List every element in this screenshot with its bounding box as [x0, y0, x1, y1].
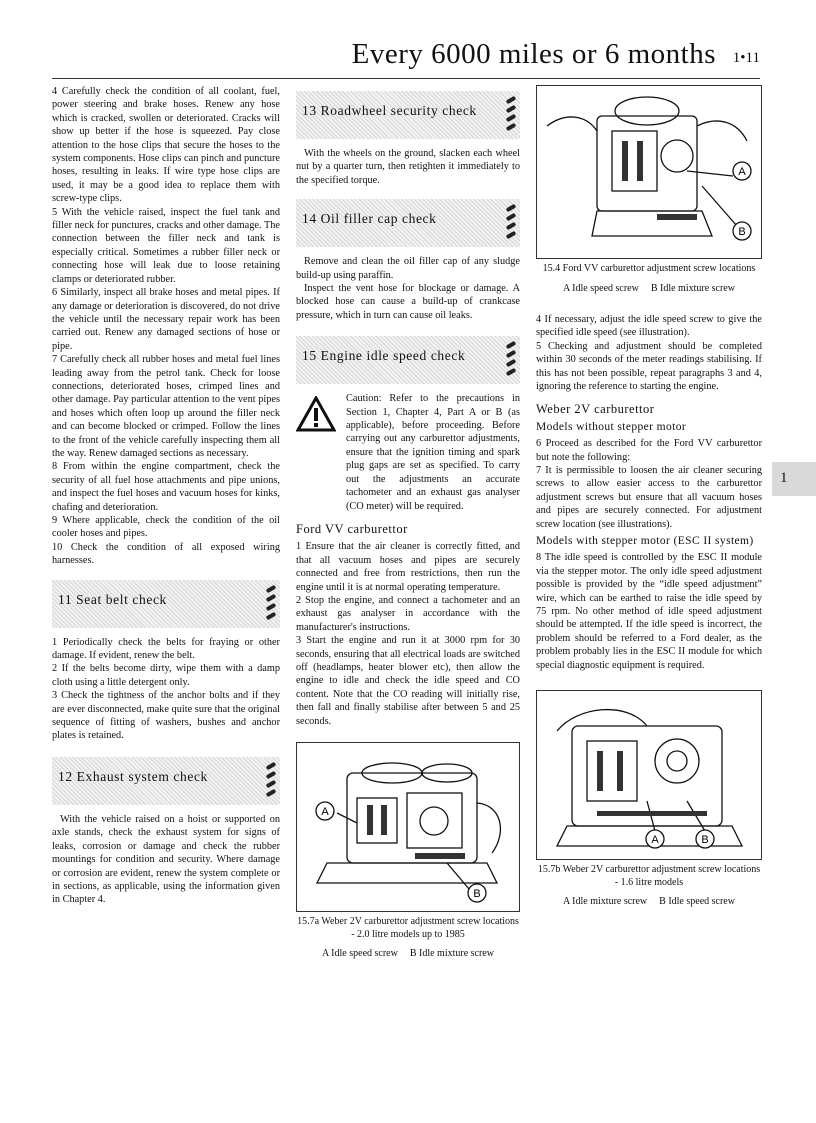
callout-a: A — [651, 834, 659, 847]
figure-legend — [536, 282, 762, 295]
paragraph: 2 If the belts become dirty, wipe them with a damp cloth using a little detergent only. — [52, 663, 280, 688]
figure-legend — [296, 947, 520, 960]
section-title: 13 Roadwheel security check — [302, 103, 477, 118]
section-header-11 — [52, 580, 280, 628]
legend-item: B Idle mixture screw — [650, 282, 735, 294]
column-1 — [52, 85, 280, 907]
difficulty-wrench-icon — [262, 584, 280, 624]
subheading-with-stepper: Models with stepper motor (ESC II system) — [536, 535, 754, 547]
paragraph: 4 Carefully check the condition of all coolant, fuel, power steering and brake hoses. Renew any hose which is cracked, swollen or deteriorated. Cracks will show up better if the hose is squeezed. Pay close attention to the hose clips that secure the hoses to the system components. Hose clips can pinch and puncture hoses, resulting in leaks. If wire type hose clips are used, it may be a good idea to replace them with screw-type clips. — [52, 86, 280, 205]
section-header-12 — [52, 757, 280, 805]
paragraph: 8 The idle speed is controlled by the ESC II module via the stepper motor. The only idle speed adjustment possible is provided by the “idle speed adjustment” wire, which can be earthed to raise the idle speed by 75 rpm. No other method of idle speed adjustment should be attempted. If the idle speed is incorrect, the problem should be referred to a Ford dealer, as the problem probably lies in the ESC II module for which special diagnostic equipment is required. — [536, 552, 762, 671]
paragraph: 9 Where applicable, check the condition of the oil cooler hoses and pipes. — [52, 515, 280, 540]
section-header-13 — [296, 91, 520, 139]
page-title: Every 6000 miles or 6 months — [351, 38, 716, 70]
figure-caption: 15.7b Weber 2V carburettor adjustment screw locations - 1.6 litre models — [537, 864, 761, 888]
section-header-14 — [296, 199, 520, 247]
difficulty-wrench-icon — [502, 340, 520, 380]
paragraph: 7 It is permissible to loosen the air cleaner securing screws to allow easier access to the carburettor adjustment screws but ensure that all vacuum hoses and pipes are securely connected. For adjustment screw location (see illustrations). — [536, 464, 762, 530]
caution-text: Caution: Refer to the precautions in Section 1, Chapter 4, Part A or B (as applicable), before proceeding. Before carrying out any carburettor adjustments, ensure that the ignition timing and spark plug gaps are set as specified. To carry out the adjustments an accurate tachometer and an exhaust gas analyser (CO meter) will be required. — [346, 393, 520, 512]
paragraph: Inspect the vent hose for blockage or damage. A blocked hose can cause a build-up of crankcase pressure, which in turn can cause oil leaks. — [296, 283, 520, 321]
figure-15-4 — [536, 85, 762, 259]
figure-caption: 15.4 Ford VV carburettor adjustment screw locations — [542, 263, 756, 274]
subheading-without-stepper: Models without stepper motor — [536, 420, 687, 433]
callout-b: B — [701, 834, 709, 847]
paragraph: 6 Proceed as described for the Ford VV carburettor but note the following: — [536, 438, 762, 463]
subheading-ford-vv: Ford VV carburettor — [296, 521, 408, 536]
section-title: 15 Engine idle speed check — [302, 348, 466, 364]
callout-a: A — [738, 166, 746, 178]
chapter-tab — [772, 462, 816, 496]
column-2 — [296, 85, 520, 960]
column-3 — [536, 85, 762, 908]
paragraph: Remove and clean the oil filler cap of any sludge build-up using paraffin. — [296, 256, 520, 281]
section-header-15 — [296, 336, 520, 384]
subheading-weber: Weber 2V carburettor — [536, 402, 655, 417]
carburettor-illustration — [297, 743, 519, 909]
paragraph: 4 If necessary, adjust the idle speed screw to give the specified idle speed (see illustration). — [536, 313, 762, 339]
paragraph: 7 Carefully check all rubber hoses and metal fuel lines leading away from the petrol tank. Check for loose connections, deteriorated hoses, crimped lines and other damage. Pay particular attention to the vent pipes and hoses which often loop up around the filler neck and can become blocked or crimped. Follow the lines to the front of the vehicle carefully inspecting them all the way. Renew damaged sections as necessary. — [52, 354, 280, 459]
paragraph: 2 Stop the engine, and connect a tachometer and an exhaust gas analyser in accordance with the manufacturer's instructions. — [296, 594, 520, 633]
paragraph: 5 With the vehicle raised, inspect the fuel tank and filler neck for punctures, cracks and other damage. The connection between the filler neck and tank is especially critical. Sometimes a rubber filler neck or connecting hose will leak due to loose retaining clamps or deteriorated rubber. — [52, 206, 280, 285]
legend-item: A Idle mixture screw — [563, 896, 648, 908]
difficulty-wrench-icon — [502, 203, 520, 243]
carburettor-illustration — [537, 86, 761, 256]
paragraph: 5 Checking and adjustment should be completed within 30 seconds of the meter readings stabilising. If this has not been possible, repeat paragraphs 3 and 4, ignoring the reference to starting the engine. — [536, 340, 762, 392]
legend-item: B Idle speed screw — [659, 896, 735, 908]
page-number: 1•11 — [732, 50, 760, 66]
difficulty-wrench-icon — [502, 95, 520, 135]
section-title: 14 Oil filler cap check — [302, 211, 437, 227]
figure-15-7b — [536, 690, 762, 860]
paragraph: 8 From within the engine compartment, check the security of all fuel hose attachments and pipe unions, and inspect the fuel hoses and vacuum hoses for kinks, chafing and deterioration. — [52, 461, 280, 513]
callout-a: A — [321, 806, 329, 818]
header-rule — [52, 78, 760, 79]
paragraph: 10 Check the condition of all exposed wiring harnesses. — [52, 541, 280, 567]
paragraph: 1 Ensure that the air cleaner is correctly fitted, and that all vacuum hoses and pipes are securely connected and free from restrictions, then run the engine until it is at normal operating temperature. — [296, 541, 520, 593]
legend-item: A Idle speed screw — [563, 282, 639, 294]
paragraph: 3 Start the engine and run it at 3000 rpm for 30 seconds, ensuring that all electrical loads are switched off (headlamps, heater blower etc), then allow the engine to idle and check the idle speed and CO content. Note that the CO reading will initially rise, then fall and finally stabilise after between 5 and 25 seconds. — [296, 635, 520, 727]
carburettor-illustration — [537, 691, 761, 857]
legend-item: A Idle speed screw — [322, 948, 398, 959]
paragraph: With the vehicle raised on a hoist or supported on axle stands, check the exhaust system for signs of leaks, corrosion or damage and check the rubber mountings for condition and security. Where damage or corrosion are evident, renew the system complete or in sections, as applicable, using the information given in Chapter 4. — [52, 813, 280, 906]
caution-block — [296, 392, 520, 513]
chapter-tab-label: 1 — [780, 470, 788, 486]
difficulty-wrench-icon — [262, 761, 280, 801]
paragraph: 3 Check the tightness of the anchor bolts and if they are ever disconnected, make quite sure that the original sequence of fitting of washers, bushes and anchor plates is retained. — [52, 690, 280, 742]
warning-triangle-icon — [296, 396, 336, 432]
paragraph: With the wheels on the ground, slacken each wheel nut by a quarter turn, then retighten it immediately to the specified torque. — [296, 148, 520, 186]
figure-15-7a — [296, 742, 520, 912]
callout-b: B — [473, 888, 481, 900]
section-title: 12 Exhaust system check — [58, 768, 208, 784]
legend-item: B Idle mixture screw — [409, 948, 494, 959]
section-title: 11 Seat belt check — [58, 591, 167, 607]
figure-caption: 15.7a Weber 2V carburettor adjustment screw locations - 2.0 litre models up to 1985 — [297, 916, 519, 940]
paragraph: 1 Periodically check the belts for fraying or other damage. If evident, renew the belt. — [52, 636, 280, 662]
figure-legend — [536, 895, 762, 908]
paragraph: 6 Similarly, inspect all brake hoses and metal pipes. If any damage or deterioration is discovered, do not drive the vehicle until the necessary repair work has been carried out. Renew any damaged sections of hose or pipe. — [52, 287, 280, 352]
callout-b: B — [738, 226, 746, 238]
